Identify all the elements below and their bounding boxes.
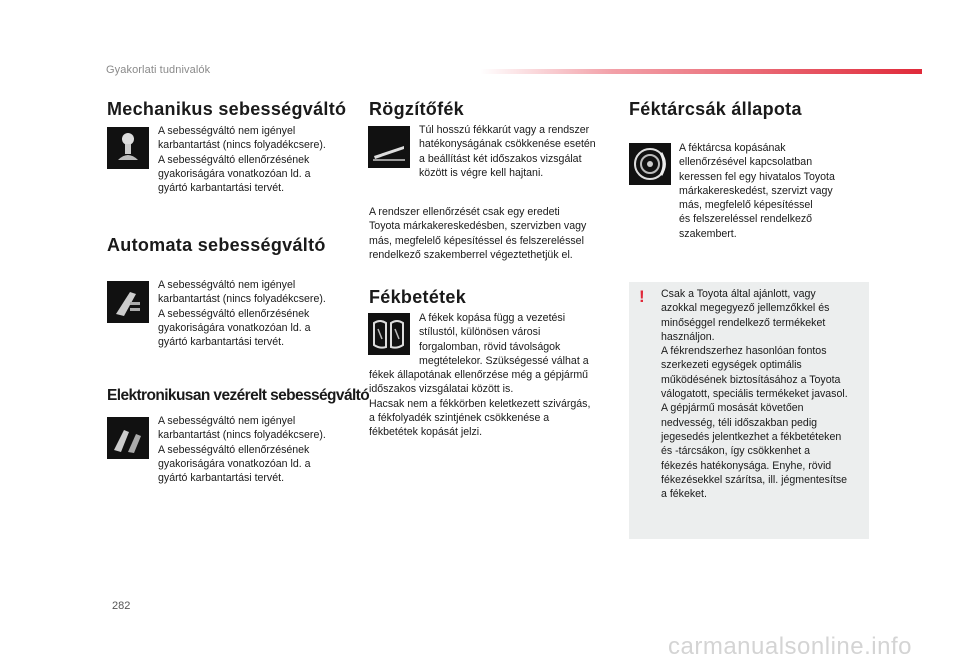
brake-disc-icon bbox=[629, 143, 671, 185]
parking-brake-text: Túl hosszú fékkarút vagy a rendszer hatékonyságának csökkenése esetén a beállítást két időszakos vizsgálat között is végre kell hajtani. bbox=[419, 124, 596, 179]
warning-exclamation-icon: ! bbox=[639, 287, 645, 306]
brake-discs-heading: Féktárcsák állapota bbox=[629, 99, 802, 119]
brake-pads-heading: Fékbetétek bbox=[369, 287, 467, 307]
automatic-transmission-heading: Automata sebességváltó bbox=[107, 235, 326, 255]
parking-brake-text-2: A rendszer ellenőrzését csak egy eredeti Toyota márkakereskedésben, szervizben vagy más, megfelelő képesítéssel és felszereléssel rendelkező szakemberrel végeztethetjük el. bbox=[369, 206, 587, 261]
brake-discs-text: A féktárcsa kopásának ellenőrzésével kapcsolatban keressen fel egy hivatalos Toyota márkakereskedést, szervizt vagy más, megfelelő képesítéssel és felszereléssel rendelkező szakembert. bbox=[679, 142, 835, 240]
header-accent-bar bbox=[480, 69, 922, 74]
electronic-gear-selector-icon bbox=[107, 417, 149, 459]
electronic-transmission-text: A sebességváltó nem igényel karbantartást (nincs folyadékcsere). A sebességváltó ellenőrzésének gyakoriságára vonatkozóan ld. a gyártó karbantartási tervét. bbox=[158, 415, 326, 485]
brake-pads-text: A fékek kopása függ a vezetési stílustól, különösen városi forgalomban, rövid távolságok megtételekor. Szükségessé válhat a bbox=[419, 312, 589, 367]
automatic-transmission-text: A sebességváltó nem igényel karbantartást (nincs folyadékcsere). A sebességváltó ellenőrzésének gyakoriságára vonatkozóan ld. a gyártó karbantartási tervét. bbox=[158, 279, 326, 349]
brake-pads-text-2: fékek állapotának ellenőrzése még a gépjármű időszakos vizsgálatai között is. Hacsak nem a fékkörben keletkezett szivárgás, a fékfolyadék szintjének csökkenése a fékbetétek kopását jelzi. bbox=[369, 369, 591, 439]
manual-transmission-text: A sebességváltó nem igényel karbantartást (nincs folyadékcsere). A sebességváltó ellenőrzésének gyakoriságára vonatkozóan ld. a gyártó karbantartási tervét. bbox=[158, 125, 326, 195]
warning-text: Csak a Toyota által ajánlott, vagy azokkal megegyező jellemzőkkel és minőséggel rendelkező termékeket használjon. A fékrendszerhez hasonlóan fontos szerkezeti egységek optimális működésének biztosításához a Toyota válogatott, speciális termékeket javasol. A gépjármű mosását követően nedvesség, téli időszakban pedig jegesedés jelentkezhet a fékbetéteken és -tárcsákon, így csökkenhet a fékezés hatékonysága. Enyhe, rövid fékezésekkel szárítsa, ill. jégmentesítse a fékeket. bbox=[661, 288, 848, 501]
electronic-transmission-heading: Elektronikusan vezérelt sebességváltó bbox=[107, 387, 370, 404]
manual-transmission-heading: Mechanikus sebességváltó bbox=[107, 99, 347, 119]
parking-brake-heading: Rögzítőfék bbox=[369, 99, 464, 119]
automatic-gear-selector-icon bbox=[107, 281, 149, 323]
section-title: Gyakorlati tudnivalók bbox=[106, 64, 211, 76]
page-number: 282 bbox=[112, 600, 131, 612]
parking-brake-lever-icon bbox=[368, 126, 410, 168]
brake-pads-icon bbox=[368, 313, 410, 355]
watermark: carmanualsonline.info bbox=[668, 633, 912, 660]
manual-gear-stick-icon bbox=[107, 127, 149, 169]
